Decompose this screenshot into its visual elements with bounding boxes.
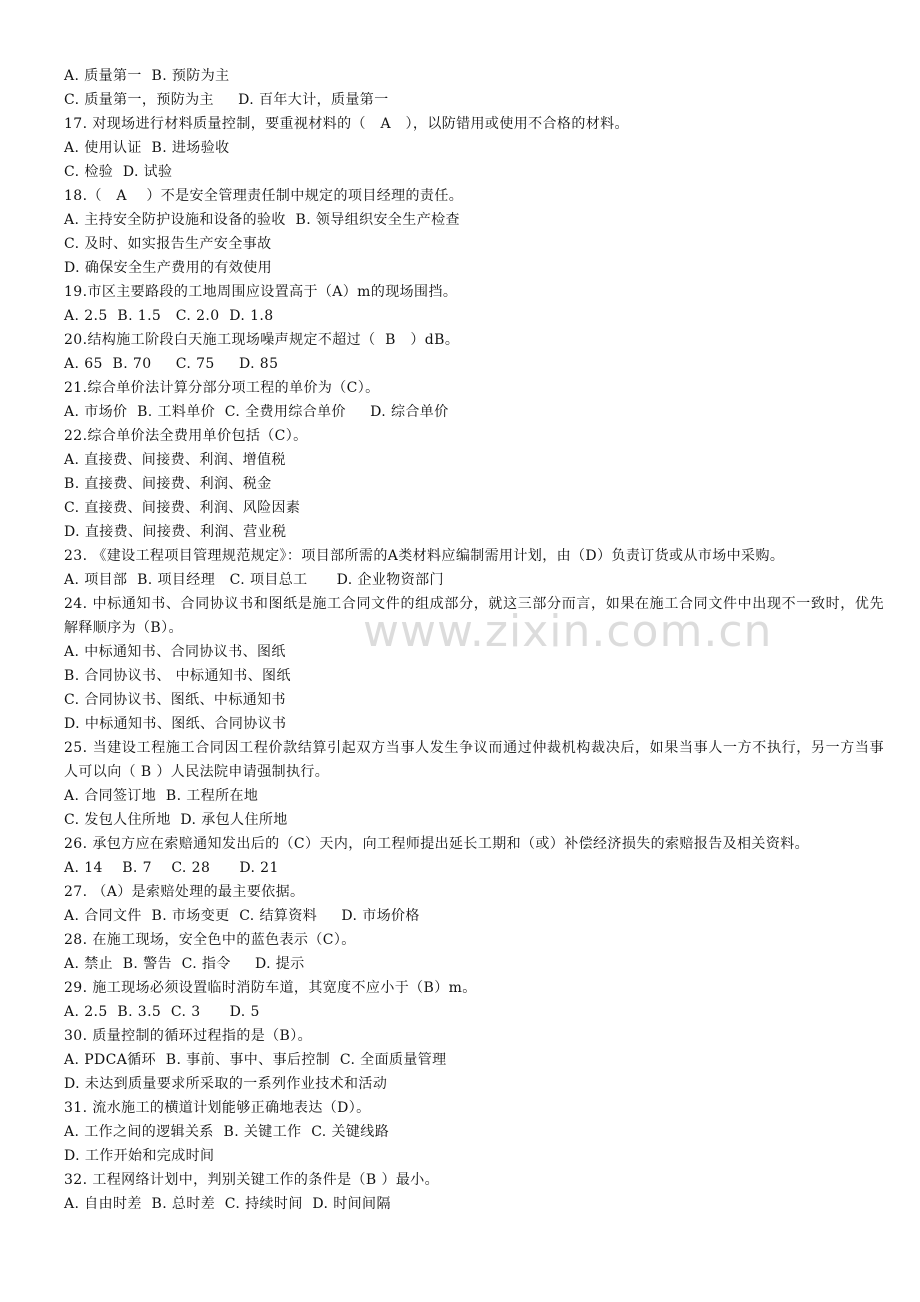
text-line: 22.综合单价法全费用单价包括（C）。	[64, 428, 308, 444]
text-line: A. PDCA循环 B. 事前、事中、事后控制 C. 全面质量管理	[64, 1052, 447, 1068]
text-line: 17. 对现场进行材料质量控制，要重视材料的（ A ），以防错用或使用不合格的材料。	[64, 116, 629, 132]
text-line: 32. 工程网络计划中，判别关键工作的条件是（B ）最小。	[64, 1172, 440, 1188]
text-line: A. 合同签订地 B. 工程所在地	[64, 788, 259, 804]
text-line: C. 合同协议书、图纸、中标通知书	[64, 692, 286, 708]
text-line: 19.市区主要路段的工地周围应设置高于（A）m的现场围挡。	[64, 284, 458, 300]
text-line: B. 直接费、间接费、利润、税金	[64, 476, 272, 492]
text-line: A. 65 B. 70 C. 75 D. 85	[64, 356, 279, 372]
text-line: A. 使用认证 B. 进场验收	[64, 140, 230, 156]
text-line: 24. 中标通知书、合同协议书和图纸是施工合同文件的组成部分，就这三部分而言，如果在施工合同文件中出现不一致时，优先解释顺序为（B）。	[64, 596, 884, 636]
watermark-text: www.zixin.com.cn	[363, 606, 773, 657]
text-line: C. 检验 D. 试验	[64, 164, 173, 180]
text-line: A. 主持安全防护设施和设备的验收 B. 领导组织安全生产检查	[64, 212, 460, 228]
text-line: C. 直接费、间接费、利润、风险因素	[64, 500, 301, 516]
text-line: A. 14 B. 7 C. 28 D. 21	[64, 860, 279, 876]
text-line: A. 项目部 B. 项目经理 C. 项目总工 D. 企业物资部门	[64, 572, 444, 588]
text-line: D. 直接费、间接费、利润、营业税	[64, 524, 287, 540]
text-line: 20.结构施工阶段白天施工现场噪声规定不超过（ B ）dB。	[64, 332, 460, 348]
text-line: A. 禁止 B. 警告 C. 指令 D. 提示	[64, 956, 305, 972]
text-line: 29. 施工现场必须设置临时消防车道，其宽度不应小于（B）m。	[64, 980, 477, 996]
text-line: 25. 当建设工程施工合同因工程价款结算引起双方当事人发生争议而通过仲裁机构裁决后，如果当事人一方不执行，另一方当事人可以向（ B ）人民法院申请强制执行。	[64, 740, 884, 780]
text-line: D. 未达到质量要求所采取的一系列作业技术和活动	[64, 1076, 388, 1092]
text-line: 28. 在施工现场，安全色中的蓝色表示（C）。	[64, 932, 356, 948]
text-line: 26. 承包方应在索赔通知发出后的（C）天内，向工程师提出延长工期和（或）补偿经济损失的索赔报告及相关资料。	[64, 836, 810, 852]
text-line: A. 工作之间的逻辑关系 B. 关键工作 C. 关键线路	[64, 1124, 390, 1140]
text-line: A. 质量第一 B. 预防为主	[64, 68, 230, 84]
text-line: A. 中标通知书、合同协议书、图纸	[64, 644, 286, 660]
text-line: C. 发包人住所地 D. 承包人住所地	[64, 812, 288, 828]
text-line: 31. 流水施工的横道计划能够正确地表达（D）。	[64, 1100, 371, 1116]
text-line: 21.综合单价法计算分部分项工程的单价为（C）。	[64, 380, 380, 396]
text-line: C. 及时、如实报告生产安全事故	[64, 236, 272, 252]
text-line: B. 合同协议书、 中标通知书、图纸	[64, 668, 291, 684]
text-line: D. 工作开始和完成时间	[64, 1148, 215, 1164]
text-line: 23. 《建设工程项目管理规范规定》：项目部所需的A类材料应编制需用计划，由（D）负责订货或从市场中采购。	[64, 548, 785, 564]
text-line: 18.（ A ）不是安全管理责任制中规定的项目经理的责任。	[64, 188, 464, 204]
text-line: A. 直接费、间接费、利润、增值税	[64, 452, 286, 468]
text-line: A. 2.5 B. 1.5 C. 2.0 D. 1.8	[64, 308, 274, 324]
text-line: A. 合同文件 B. 市场变更 C. 结算资料 D. 市场价格	[64, 908, 420, 924]
document-page	[64, 64, 884, 1216]
text-line: 30. 质量控制的循环过程指的是（B）。	[64, 1028, 313, 1044]
text-line: D. 中标通知书、图纸、合同协议书	[64, 716, 287, 732]
text-line: A. 2.5 B. 3.5 C. 3 D. 5	[64, 1004, 260, 1020]
text-line: A. 市场价 B. 工料单价 C. 全费用综合单价 D. 综合单价	[64, 404, 449, 420]
text-line: D. 确保安全生产费用的有效使用	[64, 260, 273, 276]
text-line: 27. （A）是索赔处理的最主要依据。	[64, 884, 305, 900]
text-line: C. 质量第一，预防为主 D. 百年大计，质量第一	[64, 92, 389, 108]
text-line: A. 自由时差 B. 总时差 C. 持续时间 D. 时间间隔	[64, 1196, 391, 1212]
